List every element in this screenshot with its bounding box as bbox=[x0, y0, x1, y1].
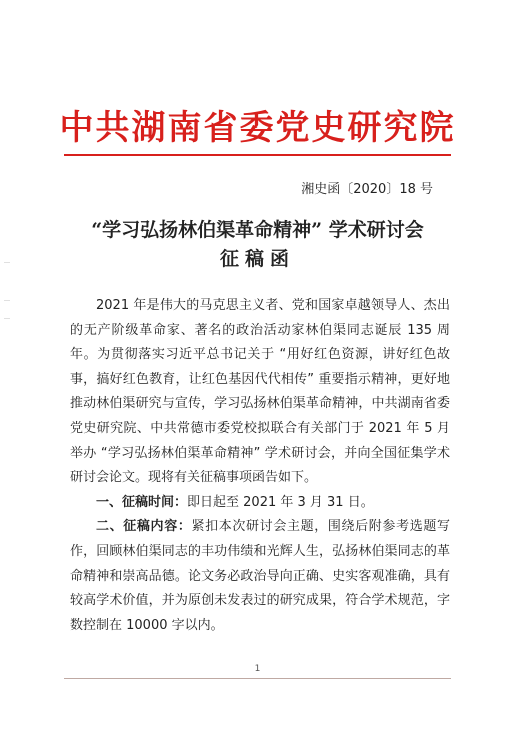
page-number: 1 bbox=[254, 664, 261, 674]
document-number: 湘史函〔2020〕18 号 bbox=[301, 182, 433, 197]
item-2-heading: 二、征稿内容： bbox=[96, 519, 192, 535]
header-divider bbox=[64, 154, 451, 156]
item-1-text: 即日起至 2021 年 3 月 31 日。 bbox=[187, 494, 374, 510]
document-title: “学习弘扬林伯渠革命精神” 学术研讨会 bbox=[91, 219, 424, 241]
footer-divider bbox=[64, 678, 451, 679]
organization-header: 中共湖南省委党史研究院 bbox=[59, 108, 456, 148]
item-2-paragraph bbox=[70, 515, 450, 638]
item-1-heading: 一、征稿时间： bbox=[96, 494, 188, 510]
scan-mark bbox=[4, 318, 10, 319]
scan-mark bbox=[4, 300, 10, 301]
item-2-text: 紧扣本次研讨会主题，围绕后附参考选题写作，回顾林伯渠同志的丰功伟绩和光辉人生，弘扬林伯渠同志的革命精神和崇高品德。论文务必政治导向正确、史实客观准确，具有较高学术价值，并为原创未发表过的研究成果，符合学术规范，字数控制在 10000 字以内。 bbox=[70, 519, 450, 633]
intro-paragraph: 2021 年是伟大的马克思主义者、党和国家卓越领导人、杰出的无产阶级革命家、著名的政治活动家林伯渠同志诞辰 135 周年。为贯彻落实习近平总书记关于 “用好红色资源，讲好红色故事，搞好红色教育，让红色基因代代相传” 重要指示精神，更好地推动林伯渠研究与宣传，学习弘扬林伯渠革命精神，中共湖南省委党史研究院、中共常德市委党校拟联合有关部门于 2021 年 5 月举办 “学习弘扬林伯渠革命精神” 学术研讨会，并向全国征集学术研讨会论文。现将有关征稿事项函告如下。 bbox=[70, 298, 450, 486]
item-1-paragraph bbox=[70, 491, 450, 516]
document-subtitle: 征稿函 bbox=[219, 248, 295, 270]
document-body bbox=[70, 294, 450, 638]
